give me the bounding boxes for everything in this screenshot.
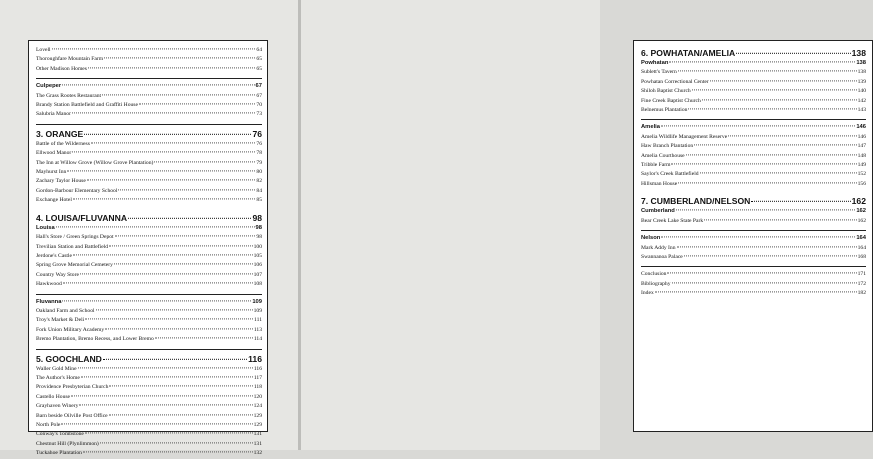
toc-entry-row: [641, 133, 866, 142]
toc-title: Hillsman House: [641, 180, 678, 187]
toc-entry-row: [641, 253, 866, 262]
toc-page-number: 78: [256, 150, 262, 157]
toc-page-number: 120: [253, 393, 262, 400]
toc-page-number: 85: [256, 197, 262, 204]
dot-leader: [62, 85, 254, 86]
toc-entry-row: [36, 449, 262, 458]
toc-page-number: 140: [857, 88, 866, 95]
toc-page-number: 138: [856, 60, 866, 66]
toc-page-number: 109: [253, 307, 262, 314]
toc-title: 7. CUMBERLAND/NELSON: [641, 196, 751, 207]
toc-title: Hawkwood: [36, 281, 62, 288]
dot-leader: [96, 309, 253, 310]
toc-title: Index: [641, 290, 654, 297]
toc-entry-row: [641, 270, 866, 279]
toc-page-number: 162: [851, 196, 866, 207]
dot-leader: [671, 163, 856, 164]
dot-leader: [83, 452, 253, 453]
section-divider: [641, 266, 866, 267]
dot-leader: [676, 210, 856, 211]
dot-leader: [678, 182, 856, 183]
toc-chapter-row: [36, 128, 262, 140]
toc-entry-row: [36, 92, 262, 101]
dot-leader: [702, 99, 857, 100]
toc-entry-row: [36, 365, 262, 374]
toc-page-number: 182: [857, 290, 866, 297]
toc-title: Fork Union Military Academy: [36, 326, 105, 333]
toc-page-number: 131: [253, 431, 262, 438]
dot-leader: [677, 246, 857, 247]
toc-page-number: 73: [256, 111, 262, 118]
dot-leader: [678, 71, 857, 72]
toc-page-number: 131: [253, 440, 262, 447]
section-gap: [641, 189, 866, 194]
dot-leader: [109, 414, 253, 415]
toc-title: Thoroughfare Mountain Farm: [36, 56, 104, 63]
toc-title: Gordon-Barbour Elementary School: [36, 187, 118, 194]
toc-page-number: 172: [857, 280, 866, 287]
toc-title: Belnemus Plantation: [641, 107, 688, 114]
toc-title: Fluvanna: [36, 298, 62, 305]
dot-leader: [118, 189, 255, 190]
toc-entry-row: [36, 430, 262, 439]
toc-page-number: 117: [253, 374, 262, 381]
toc-entry-row: [36, 110, 262, 119]
dot-leader: [694, 145, 856, 146]
dot-leader: [672, 282, 857, 283]
toc-title: The Grass Rootes Restaurant: [36, 92, 102, 99]
toc-page-number: 108: [253, 281, 262, 288]
toc-title: Jerdone's Castle: [36, 252, 72, 259]
dot-leader: [667, 273, 856, 274]
dot-leader: [80, 273, 253, 274]
toc-entry-row: [641, 161, 866, 170]
toc-entry-row: [641, 170, 866, 179]
toc-entry-row: [36, 140, 262, 149]
dot-leader: [139, 103, 255, 104]
toc-entry-row: [36, 393, 262, 402]
toc-title: Haw Branch Plantation: [641, 143, 694, 150]
toc-chapter-row: [641, 195, 866, 207]
toc-subsection-row: [36, 82, 262, 91]
toc-page-number: 124: [253, 403, 262, 410]
dot-leader: [67, 170, 255, 171]
toc-title: Exchange Hotel: [36, 197, 72, 204]
toc-entry-row: [36, 159, 262, 168]
dot-leader: [63, 283, 253, 284]
toc-entry-row: [641, 68, 866, 77]
toc-page-number: 109: [252, 298, 262, 305]
dot-leader: [128, 217, 251, 218]
dot-leader: [661, 236, 855, 237]
toc-entry-row: [36, 101, 262, 110]
toc-entry-row: [641, 289, 866, 298]
toc-title: Zachary Taylor House: [36, 178, 86, 185]
dot-leader: [655, 292, 857, 293]
dot-leader: [688, 108, 856, 109]
toc-entry-row: [36, 177, 262, 186]
toc-page-number: 67: [256, 92, 262, 99]
toc-title: 6. POWHATAN/AMELIA: [641, 48, 736, 58]
dot-leader: [85, 433, 253, 434]
toc-page-number: 106: [253, 262, 262, 269]
toc-entry-row: [36, 55, 262, 64]
toc-page-number: 162: [857, 217, 866, 224]
toc-title: Waller Gold Mine: [36, 365, 77, 372]
dot-leader: [85, 319, 253, 320]
toc-title: Nelson: [641, 235, 661, 242]
toc-title: Mark Addy Inn: [641, 244, 676, 251]
toc-page-number: 76: [256, 140, 262, 147]
dot-leader: [684, 255, 857, 256]
dot-leader: [700, 173, 857, 174]
toc-page-number: 146: [856, 124, 866, 131]
toc-page-number: 142: [857, 97, 866, 104]
section-divider: [641, 230, 866, 231]
section-divider: [36, 349, 262, 350]
toc-page-number: 129: [253, 412, 262, 419]
left-toc-box: [28, 40, 268, 457]
toc-title: Battle of the Wilderness: [36, 140, 90, 147]
section-divider: [36, 124, 262, 125]
toc-page-number: 168: [857, 253, 866, 260]
dot-leader: [78, 367, 253, 368]
toc-entry-row: [36, 383, 262, 392]
toc-subsection-row: [641, 207, 866, 216]
toc-entry-row: [36, 326, 262, 335]
toc-subsection-row: [36, 298, 262, 307]
toc-page-number: 79: [256, 159, 262, 166]
dot-leader: [102, 94, 255, 95]
dot-leader: [91, 142, 256, 143]
toc-entry-row: [641, 152, 866, 161]
toc-page-number: 114: [253, 336, 262, 343]
toc-entry-row: [641, 180, 866, 189]
toc-page-number: 138: [851, 48, 866, 58]
dot-leader: [115, 235, 256, 236]
dot-leader: [686, 154, 857, 155]
toc-page-number: 98: [256, 234, 262, 241]
toc-title: Amelia Courthouse: [641, 152, 685, 159]
toc-entry-row: [36, 316, 262, 325]
toc-title: Louisa: [36, 224, 55, 231]
toc-entry-row: [36, 335, 262, 344]
toc-title: Bibliography: [641, 280, 671, 287]
dot-leader: [114, 264, 253, 265]
toc-title: Amelia: [641, 124, 661, 131]
toc-title: Castello House: [36, 393, 71, 400]
toc-page-number: 164: [857, 244, 866, 251]
toc-entry-row: [36, 280, 262, 289]
toc-page-number: 116: [248, 353, 262, 364]
dot-leader: [109, 386, 252, 387]
dot-leader: [73, 199, 256, 200]
toc-page-number: 156: [857, 180, 866, 187]
toc-page-number: 162: [856, 208, 866, 215]
toc-title: Shiloh Baptist Church: [641, 88, 691, 95]
dot-leader: [704, 219, 856, 220]
dot-leader: [104, 58, 255, 59]
toc-entry-row: [641, 78, 866, 87]
toc-entry-row: [36, 243, 262, 252]
toc-chapter-row: [36, 212, 262, 224]
toc-entry-row: [641, 87, 866, 96]
toc-title: Country Way Store: [36, 271, 79, 278]
toc-title: Conway's Tombstone: [36, 431, 84, 438]
toc-page-number: 70: [256, 102, 262, 109]
toc-title: Powhatan: [641, 60, 669, 66]
toc-title: Conclusion: [641, 271, 667, 278]
toc-page-number: 65: [256, 56, 262, 63]
toc-page-number: 147: [857, 143, 866, 150]
toc-title: Trevilian Station and Battlefield: [36, 243, 109, 250]
toc-entry-row: [36, 307, 262, 316]
dot-leader: [100, 442, 253, 443]
toc-title: The Inn at Willow Grove (Willow Grove Plantation): [36, 159, 154, 166]
toc-page-number: 143: [857, 107, 866, 114]
section-gap: [36, 206, 262, 211]
toc-page-number: 80: [256, 169, 262, 176]
toc-entry-row: [36, 233, 262, 242]
toc-entry-row: [641, 217, 866, 226]
toc-entry-row: [36, 196, 262, 205]
toc-title: Chestnut Hill (Plynlimmon): [36, 440, 99, 447]
toc-chapter-row: [641, 47, 866, 59]
toc-entry-row: [36, 402, 262, 411]
toc-entry-row: [36, 65, 262, 74]
toc-entry-row: [36, 149, 262, 158]
toc-title: Grayhaven Winery: [36, 403, 79, 410]
toc-title: Powhatan Correctional Center: [641, 78, 709, 85]
toc-subsection-row: [641, 234, 866, 243]
toc-page-number: 65: [256, 65, 262, 72]
toc-page-number: 148: [857, 152, 866, 159]
toc-title: North Pole: [36, 422, 61, 428]
dot-leader: [154, 161, 255, 162]
dot-leader: [669, 61, 855, 62]
toc-entry-row: [36, 440, 262, 449]
dot-leader: [79, 405, 252, 406]
toc-title: Fine Creek Baptist Church: [641, 97, 701, 104]
toc-entry-row: [641, 244, 866, 253]
toc-title: Tuckahoe Plantation: [36, 450, 82, 457]
toc-page-number: 98: [255, 224, 262, 231]
toc-page-number: 171: [857, 271, 866, 278]
toc-page-number: 129: [253, 422, 262, 428]
toc-title: Bear Creek Lake State Park: [641, 217, 704, 224]
toc-title: Hall's Store / Green Springs Depot: [36, 234, 114, 241]
toc-page-number: 67: [255, 83, 262, 90]
dot-leader: [71, 395, 253, 396]
toc-entry-row: [36, 271, 262, 280]
toc-entry-row: [36, 187, 262, 196]
toc-page-number: 149: [857, 162, 866, 169]
toc-page-number: 152: [857, 171, 866, 178]
dot-leader: [692, 90, 857, 91]
toc-entry-row: [36, 46, 262, 55]
dot-leader: [751, 201, 850, 202]
toc-title: Other Madison Homes: [36, 65, 87, 72]
toc-title: Cumberland: [641, 208, 675, 215]
toc-title: The Author's Home: [36, 374, 80, 381]
dot-leader: [73, 254, 253, 255]
toc-page-number: 138: [857, 69, 866, 76]
toc-page-number: 84: [256, 187, 262, 194]
toc-title: Brandy Station Battlefield and Graffiti House: [36, 102, 138, 109]
left-toc-list: [36, 46, 262, 459]
toc-entry-row: [36, 252, 262, 261]
toc-entry-row: [36, 412, 262, 421]
toc-title: Lovell: [36, 47, 51, 53]
dot-leader: [105, 328, 253, 329]
dot-leader: [56, 226, 255, 227]
toc-title: 4. LOUISA/FLUVANNA: [36, 212, 128, 223]
toc-page-number: 98: [252, 212, 262, 223]
dot-leader: [155, 338, 253, 339]
toc-entry-row: [641, 142, 866, 151]
toc-page-number: 100: [253, 243, 262, 250]
toc-page-number: 116: [253, 365, 262, 372]
toc-entry-row: [641, 106, 866, 115]
toc-title: 3. ORANGE: [36, 128, 84, 139]
toc-subsection-row: [641, 59, 866, 68]
right-page: [301, 0, 866, 450]
toc-page-number: 113: [253, 326, 262, 333]
right-toc-list: [641, 47, 866, 299]
section-divider: [36, 78, 262, 79]
toc-entry-row: [36, 168, 262, 177]
toc-page-number: 82: [256, 178, 262, 185]
toc-title: Providence Presbyterian Church: [36, 384, 109, 391]
toc-entry-row: [36, 421, 262, 430]
right-toc-box: [633, 40, 873, 432]
dot-leader: [62, 300, 251, 301]
toc-title: Mayhurst Inn: [36, 169, 67, 176]
toc-page-number: 76: [252, 128, 262, 139]
toc-page-number: 105: [253, 252, 262, 259]
dot-leader: [61, 423, 252, 424]
toc-entry-row: [36, 374, 262, 383]
dot-leader: [88, 67, 255, 68]
toc-title: Barn beside Oilville Post Office: [36, 412, 108, 419]
toc-title: Salubria Manor: [36, 111, 71, 118]
dot-leader: [109, 245, 253, 246]
toc-page-number: 146: [857, 133, 866, 140]
toc-subsection-row: [36, 224, 262, 233]
toc-title: Culpeper: [36, 83, 62, 90]
toc-title: Swannanoa Palace: [641, 253, 683, 260]
dot-leader: [81, 376, 253, 377]
dot-leader: [72, 152, 255, 153]
toc-title: Saylor's Creek Battlefield: [641, 171, 699, 178]
toc-subsection-row: [641, 123, 866, 132]
toc-title: Oakland Farm and School: [36, 307, 95, 314]
toc-entry-row: [641, 97, 866, 106]
toc-title: Sublett's Tavern: [641, 69, 677, 76]
dot-leader: [52, 48, 256, 49]
dot-leader: [661, 126, 855, 127]
toc-title: Tribble Farm: [641, 162, 671, 169]
toc-title: Spring Grove Memorial Cemetery: [36, 262, 113, 269]
toc-page-number: 64: [256, 47, 262, 53]
toc-title: Bremo Plantation, Bremo Recess, and Lower Bremo: [36, 336, 154, 343]
toc-entry-row: [641, 280, 866, 289]
toc-page-number: 132: [253, 450, 262, 457]
left-page: [0, 0, 299, 457]
dot-leader: [710, 80, 857, 81]
dot-leader: [103, 358, 247, 359]
toc-page-number: 164: [856, 235, 866, 242]
toc-chapter-row: [36, 353, 262, 365]
dot-leader: [736, 53, 850, 54]
toc-title: Ellwood Manor: [36, 150, 72, 157]
dot-leader: [84, 134, 251, 135]
dot-leader: [87, 180, 256, 181]
dot-leader: [728, 135, 856, 136]
dot-leader: [72, 113, 255, 114]
toc-page-number: 139: [857, 78, 866, 85]
toc-page-number: 111: [254, 317, 262, 324]
toc-entry-row: [36, 261, 262, 270]
toc-title: Troy's Market & Deli: [36, 317, 85, 324]
toc-title: Amelia Wildlife Management Reserve: [641, 133, 728, 140]
toc-page-number: 118: [253, 384, 262, 391]
section-divider: [36, 294, 262, 295]
toc-page-number: 107: [253, 271, 262, 278]
section-divider: [641, 119, 866, 120]
toc-title: 5. GOOCHLAND: [36, 353, 102, 364]
